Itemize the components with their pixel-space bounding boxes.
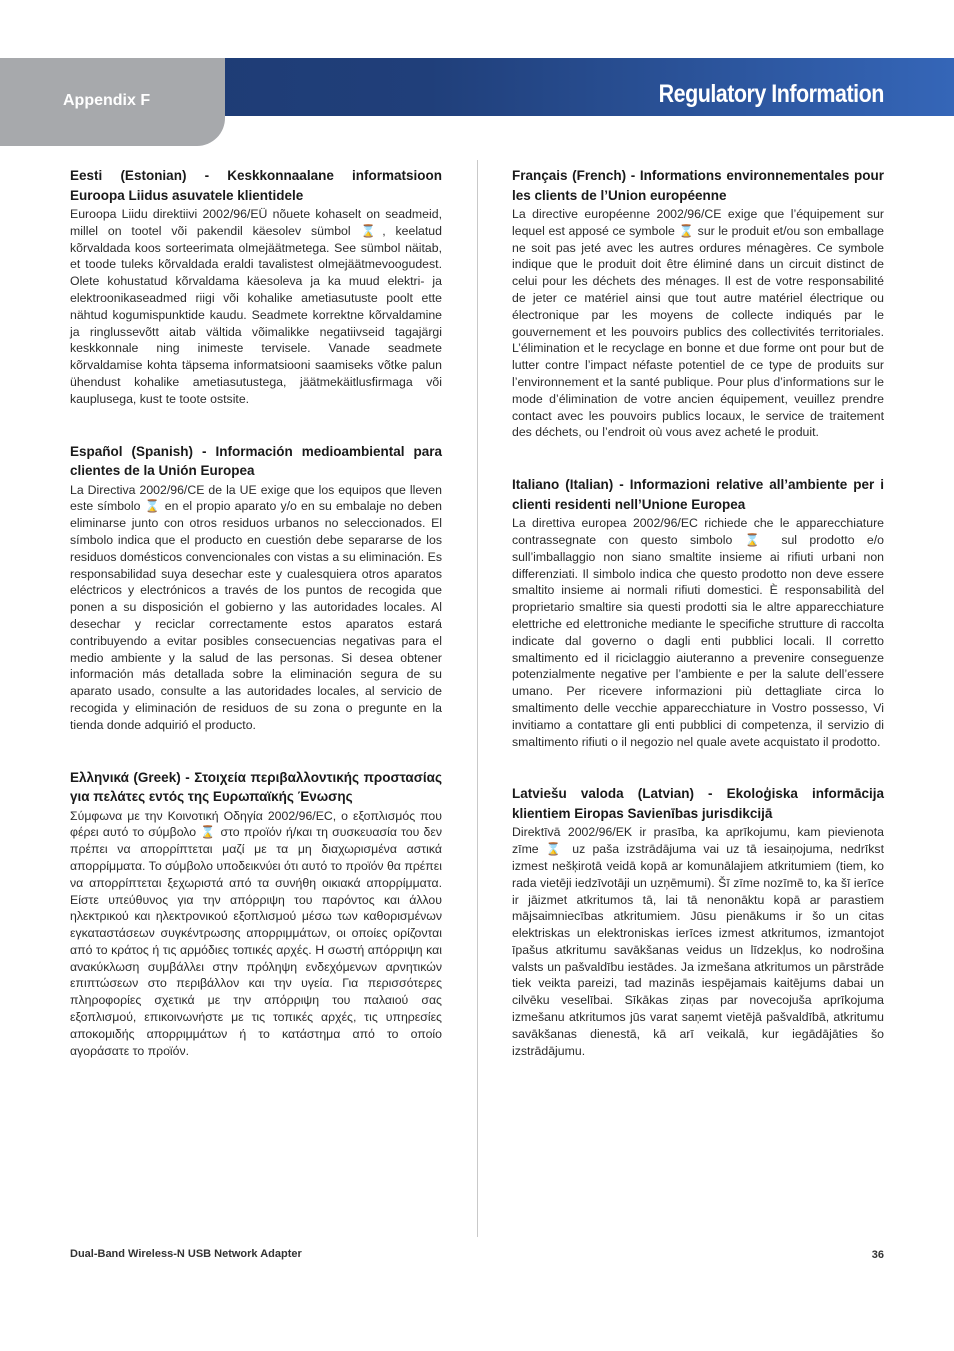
left-column (70, 166, 442, 1093)
section-heading: Français (French) - Informations environnementales pour les clients de l’Union européenne (512, 168, 884, 203)
page-title: Regulatory Information (658, 80, 884, 108)
section-french (512, 166, 884, 441)
section-body: Σύμφωνα με την Κοινοτική Οδηγία 2002/96/EC, ο εξοπλισμός που φέρει αυτό το σύμβολο ⌛ στο προϊόν ή/και τη συσκευασία του δεν πρέπει να απορρίπτεται μαζί με τα μη διαχωρισμένα αστικά απορρίμματα. Το σύμβολο υποδεικνύει ότι αυτό το προϊόν θα πρέπει να απορρίπτεται ξεχωριστά από τα συνήθη οικιακά απορρίμματα. Είστε υπεύθυνος για την απόρριψη του παρόντος και άλλου ηλεκτρικού και ηλεκτρονικού εξοπλισμού μέσω των καθορισμένων εγκαταστάσεων συγκέντρωσης απορριμμάτων, οι οποίες ορίζονται από το κράτος ή τις αρμόδιες τοπικές αρχές. Η σωστή απόρριψη και ανακύκλωση συμβάλλει στην πρόληψη ενδεχόμενων αρνητικών επιπτώσεων στο περιβάλλον και την υγεία. Για περισσότερες πληροφορίες σχετικά με την απόρριψη του παλαιού σας εξοπλισμού, επικοινωνήστε με τις τοπικές αρχές, τις υπηρεσίες αποκομιδής απορριμμάτων ή το κατάστημα από το οποίο αγοράσατε το προϊόν. (70, 808, 442, 1058)
footer-product-name: Dual-Band Wireless-N USB Network Adapter (70, 1248, 302, 1260)
section-italian (512, 475, 884, 750)
section-body: Euroopa Liidu direktiivi 2002/96/EÜ nõuete kohaselt on seadmeid, millel on tootel või pakendil käesolev sümbol ⌛, keelatud kõrvaldada koos sorteerimata olmejäätmetega. See sümbol näitab, et toode tuleks kõrvaldada eraldi tavalistest olmejäätmevoogudest. Olete kohustatud kõrvaldama käesoleva ja ka muud elektri- ja elektroonikaseadmed riigi või kohalike ametiasutuste poolt ette nähtud kogumispunktide kaudu. Seadmete korrektne kõrvaldamine ja ringlussevõtt aitab vältida võimalikke negatiivseid tagajärgi keskkonnale ning inimeste tervisele. Vanade seadmete kõrvaldamise kohta täpsema informatsiooni saamiseks võtke palun ühendust kohalike ametiasutustega, jäätmekäitlusfirmaga või kauplusega, kust te toote ostsite. (70, 207, 442, 406)
section-heading: Eesti (Estonian) - Keskkonnaalane informatsioon Euroopa Liidus asuvatele klientidele (70, 168, 442, 203)
column-divider (477, 160, 478, 1237)
section-body: La direttiva europea 2002/96/EC richiede che le apparecchiature contrassegnate con questo simbolo ⌛ sul prodotto e/o sull’imballaggio non siano smaltite insieme ai rifiuti urbani non differenziati. Il simbolo indica che questo prodotto non deve essere smaltito insieme ai normali rifiuti domestici. È responsabilità del proprietario smaltire sia questi prodotti sia le altre apparecchiature elettriche ed elettroniche mediante le specifiche strutture di raccolta indicate dal governo o dagli enti pubblici locali. Il corretto smaltimento ed il riciclaggio aiuteranno a prevenire conseguenze potenzialmente negative per l’ambiente e per la salute dell’essere umano. Per ricevere informazioni più dettagliate circa lo smaltimento delle vecchie apparecchiature in Vostro possesso, Vi invitiamo a contattare gli enti pubblici di competenza, il servizio di smaltimento rifiuti o il negozio nel quale avete acquistato il prodotto. (512, 516, 884, 749)
footer-page-number: 36 (871, 1249, 884, 1261)
section-heading: Latviešu valoda (Latvian) - Ekoloģiska informācija klientiem Eiropas Savienības jurisdikcijā (512, 786, 884, 821)
right-column (512, 166, 884, 1093)
section-greek (70, 768, 442, 1060)
section-heading: Italiano (Italian) - Informazioni relative all’ambiente per i clienti residenti nell’Unione Europea (512, 477, 884, 512)
section-estonian (70, 166, 442, 408)
section-body: La directive européenne 2002/96/CE exige que l’équipement sur lequel est apposé ce symbole ⌛ sur le produit et/ou son emballage ne soit pas jeté avec les autres ordures ménagères. Ce symbole indique que le produit doit être éliminé dans un circuit distinct de celui pour les déchets des ménages. Il est de votre responsabilité de jeter ce matériel ainsi que tout autre matériel électrique ou électronique par les moyens de collecte indiqués par le gouvernement et les pouvoirs publics des collectivités territoriales. L’élimination et le recyclage en bonne et due forme ont pour but de lutter contre l’impact néfaste potentiel de ce type de produits sur l’environnement et la santé publique. Pour plus d’informations sur le mode d’élimination de votre ancien équipement, veuillez prendre contact avec les pouvoirs publics locaux, le service de traitement des déchets, ou l’endroit où vous avez acheté le produit. (512, 207, 884, 440)
section-latvian (512, 784, 884, 1059)
section-body: La Directiva 2002/96/CE de la UE exige que los equipos que lleven este símbolo ⌛ en el propio aparato y/o en su embalaje no deben eliminarse junto con otros residuos urbanos no seleccionados. El símbolo indica que el producto en cuestión debe separarse de los residuos domésticos convencionales con vistas a su eliminación. Es responsabilidad suya desechar este y cualesquiera otros aparatos eléctricos y electrónicos a través de los puntos de recogida que ponen a su disposición el gobierno y las autoridades locales. Al desechar y reciclar correctamente estos aparatos estará contribuyendo a evitar posibles consecuencias negativas para el medio ambiente y la salud de las personas. Si desea obtener información más detallada sobre la eliminación segura de su aparato usado, consulte a las autoridades locales, al servicio de recogida y eliminación de residuos de su zona o pregunte en la tienda donde adquirió el producto. (70, 482, 442, 732)
section-body: Direktīvā 2002/96/EK ir prasība, ka aprīkojumu, kam pievienota zīme ⌛ uz paša izstrādājuma vai uz tā iesaiņojuma, nedrīkst izmest nešķirotā veidā kopā ar komunālajiem atkritumiem (tiem, ko rada vietēji iedzīvotāji un uzņēmumi). Šī zīme nozīmē to, ka šī ierīce ir jāizmet atkritumos tā, lai tā nenonāktu kopā ar parastiem mājsaimniecības atkritumiem. Jūsu pienākums ir šo un citas elektriskas un elektroniskas ierīces izmest atkritumos, izmantojot īpašus atkritumu savākšanas veidus un līdzekļus, ko nodrošina valsts un pašvaldību iestādes. Ja izmešana atkritumos un pārstrāde tiek veikta pareizi, tad mazinās iespējamais kaitējums dabai un cilvēku veselībai. Sīkākas ziņas par novecojuša aprīkojuma izmešanu atkritumos jūs varat saņemt vietējā pašvaldībā, atkritumu savākšanas dienestā, kā arī veikalā, kur iegādājāties šo izstrādājumu. (512, 825, 884, 1058)
appendix-label: Appendix F (63, 92, 151, 109)
section-heading: Ελληνικά (Greek) - Στοιχεία περιβαλλοντικής προστασίας για πελάτες εντός της Ευρωπαϊκής Ένωσης (70, 769, 442, 805)
section-spanish (70, 442, 442, 734)
section-heading: Español (Spanish) - Información medioambiental para clientes de la Unión Europea (70, 443, 442, 479)
